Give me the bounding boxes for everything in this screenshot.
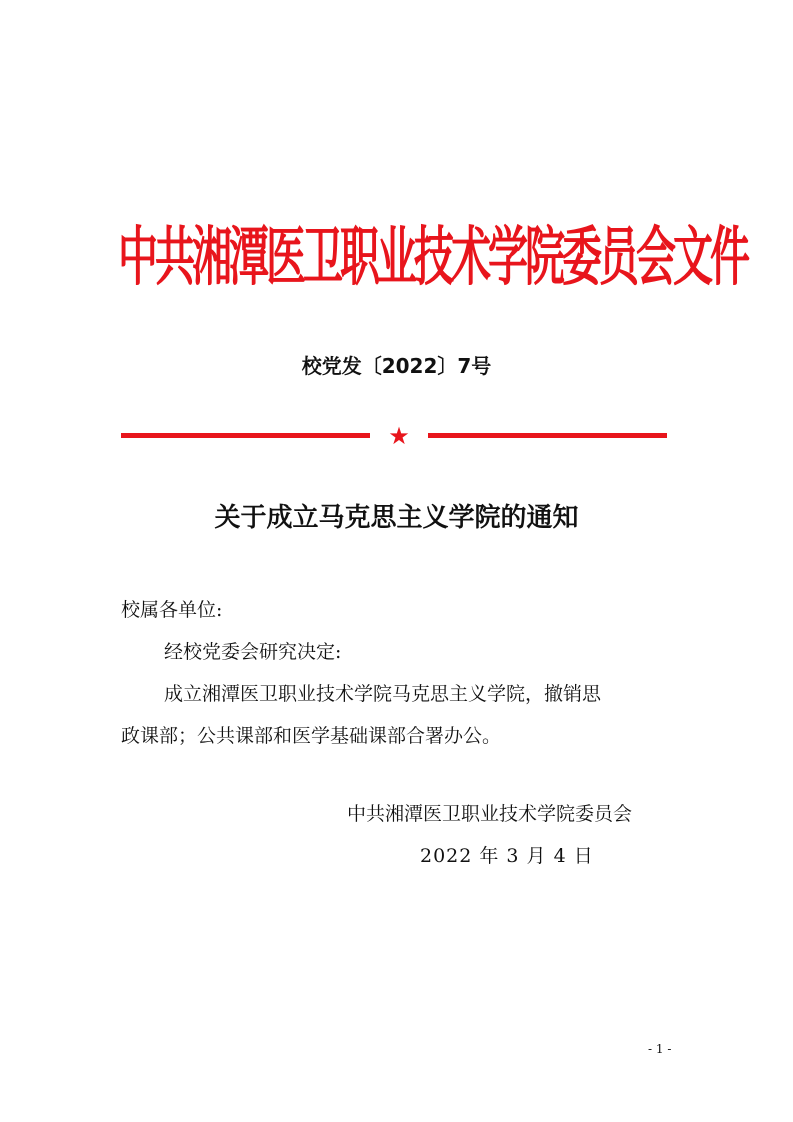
signature-date: 2022 年 3 月 4 日: [420, 845, 594, 867]
signature-organization: 中共湘潭医卫职业技术学院委员会: [347, 803, 633, 825]
separator-line-right: [428, 433, 667, 438]
star-icon: ★: [388, 422, 410, 450]
document-number: 校党发〔2022〕7号: [301, 354, 492, 378]
separator-line-left: [121, 433, 370, 438]
page-number: - 1 -: [648, 1042, 672, 1056]
body-paragraph-2-line-2: 政课部；公共课部和医学基础课部合署办公。: [121, 725, 502, 747]
salutation: 校属各单位:: [121, 599, 223, 621]
body-paragraph-2-line-1: 成立湘潭医卫职业技术学院马克思主义学院，撤销思: [164, 683, 602, 705]
body-paragraph-1: 经校党委会研究决定:: [164, 641, 342, 663]
red-separator: [121, 422, 667, 450]
document-header-title: 中共湘潭医卫职业技术学院委员会文件: [118, 221, 747, 295]
document-subject: 关于成立马克思主义学院的通知: [214, 503, 579, 533]
